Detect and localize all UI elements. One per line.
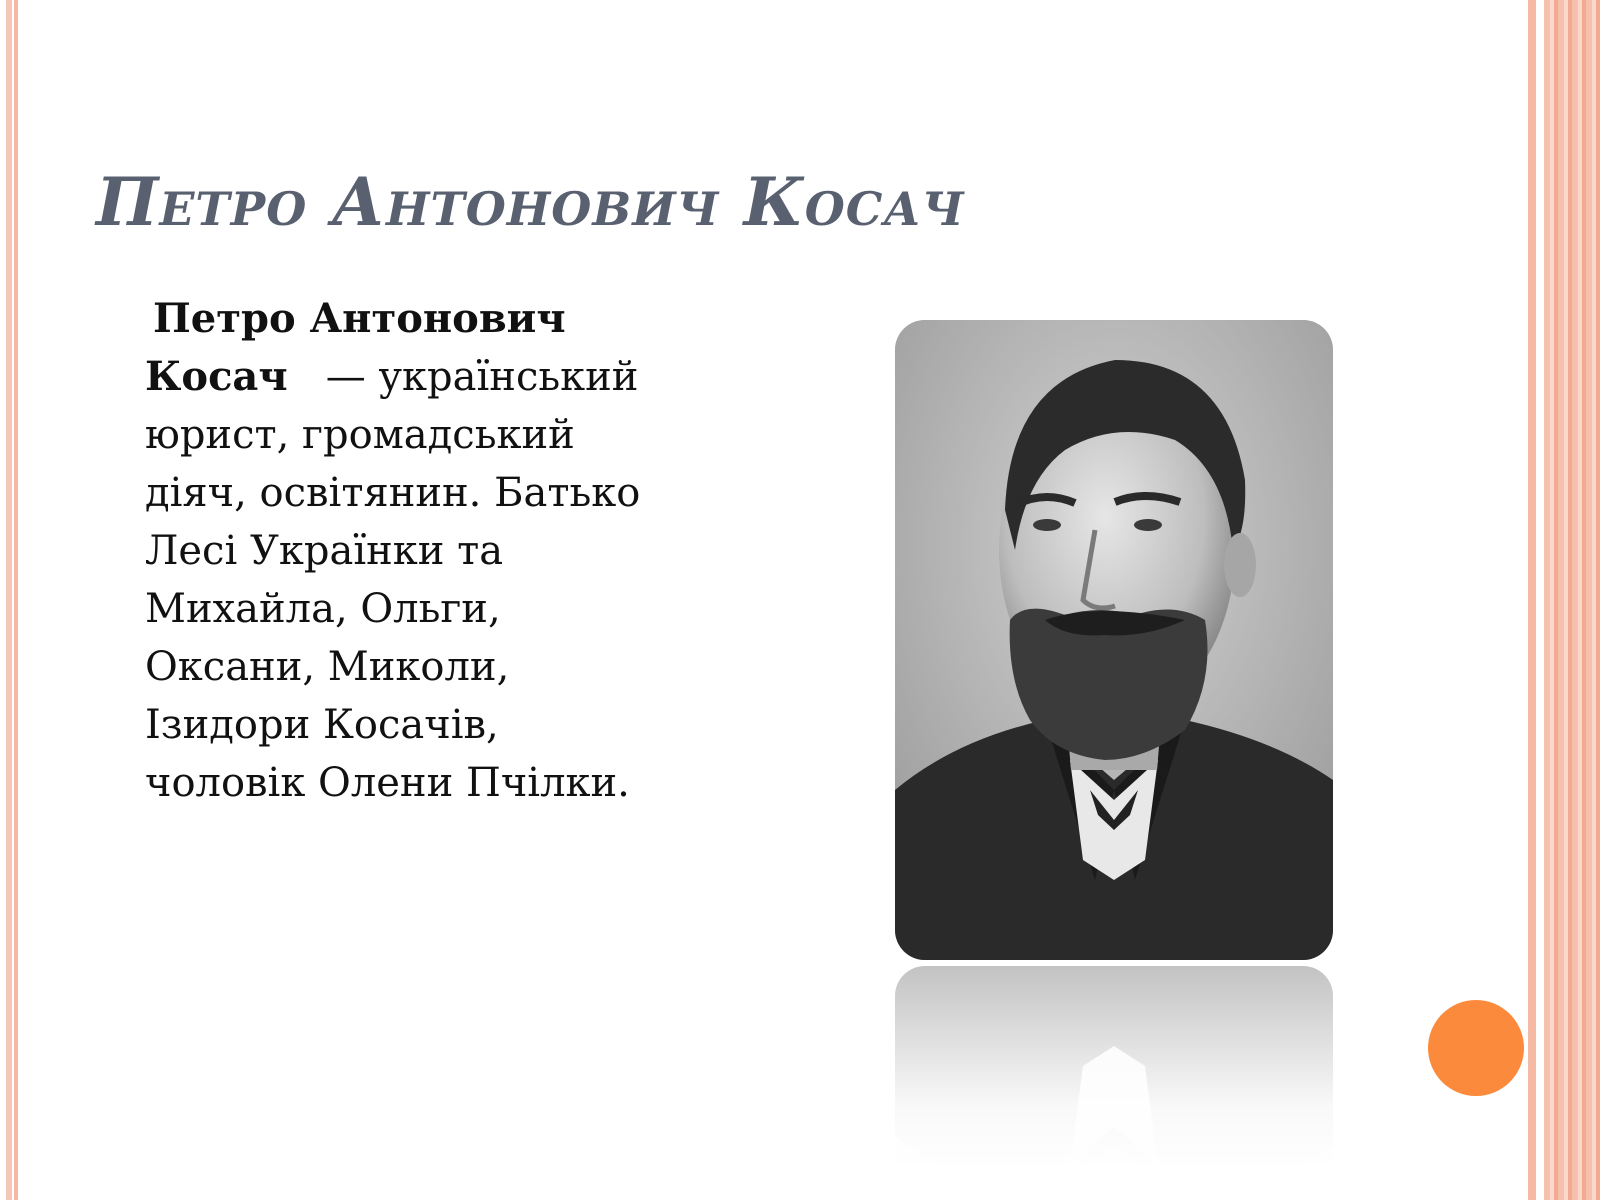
body-line-2: юрист, громадський bbox=[145, 412, 575, 458]
body-line-8: чоловік Олени Пчілки. bbox=[145, 760, 630, 806]
body-line-3: діяч, освітянин. Батько bbox=[145, 470, 641, 516]
orange-circle-icon bbox=[1428, 1000, 1524, 1096]
body-line-6: Оксани, Миколи, bbox=[145, 644, 510, 690]
portrait-image bbox=[895, 320, 1333, 960]
slide-title: Петро Антонович Косач bbox=[96, 163, 965, 241]
person-name-first: Петро Антонович bbox=[153, 295, 566, 342]
portrait-container bbox=[895, 320, 1333, 960]
body-line-4: Лесі Українки та bbox=[145, 528, 504, 574]
portrait-photo bbox=[895, 320, 1333, 960]
person-name-last: Косач bbox=[145, 353, 288, 400]
reflection-fade bbox=[895, 966, 1333, 1166]
body-line-1: — український bbox=[325, 354, 639, 400]
right-border-stripes bbox=[1544, 0, 1600, 1200]
left-border-decoration bbox=[0, 0, 26, 1200]
portrait-reflection bbox=[895, 966, 1333, 1166]
body-line-7: Ізидори Косачів, bbox=[145, 702, 499, 748]
slide-body-text bbox=[145, 290, 730, 812]
body-line-5: Михайла, Ольги, bbox=[145, 586, 501, 632]
